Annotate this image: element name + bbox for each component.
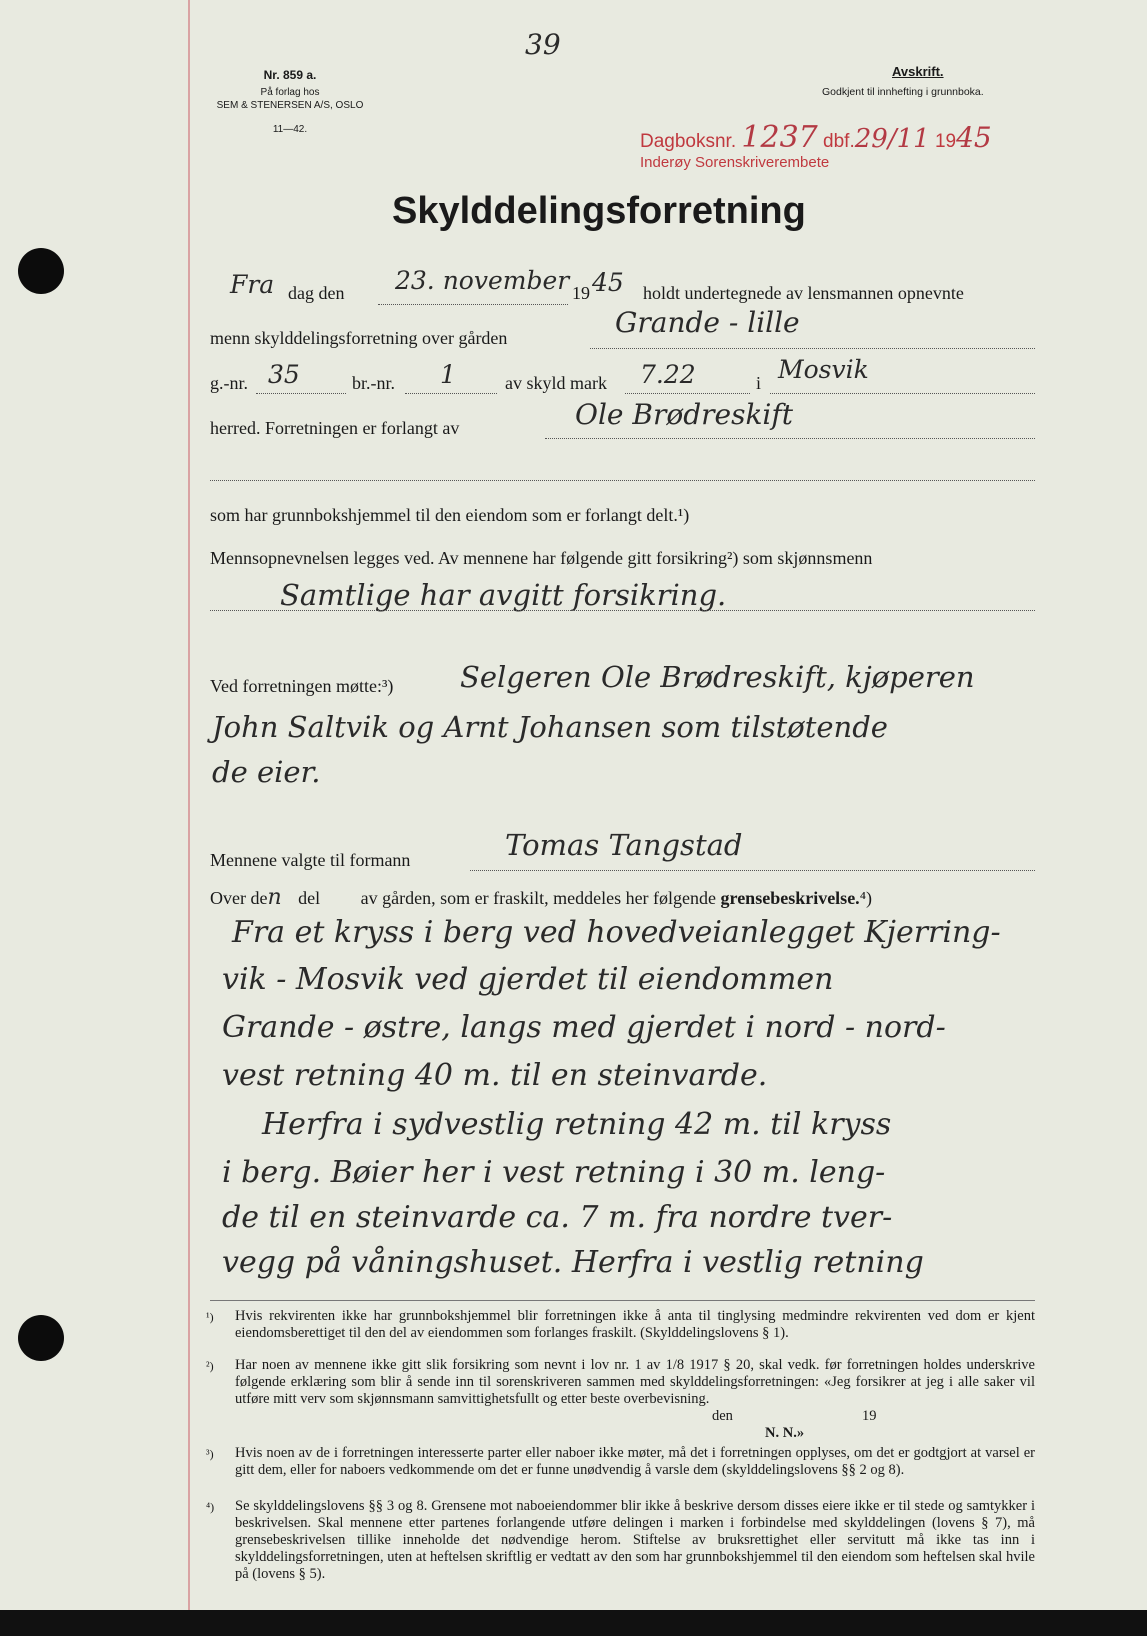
hw-intro: Fra bbox=[230, 270, 275, 299]
hw-farm: Grande - lille bbox=[615, 306, 800, 339]
footnote-1: Hvis rekvirenten ikke har grunnbokshjemmel blir forretningen ikke å anta til tinglysing medmindre rekvirenten ved dom er kjent eiendomsberettiget til den del av eiendommen som forlanges fraskilt. (Skylddelingslovens § 1). bbox=[235, 1308, 1035, 1341]
line1-year-prefix: 19 bbox=[572, 283, 590, 303]
publisher-line2: SEM & STENERSEN A/S, OSLO bbox=[216, 100, 364, 111]
hw-grense-7: vegg på våningshuset. Herfra i vestlig retning bbox=[222, 1245, 924, 1280]
dagbok-stamp-line1 bbox=[640, 120, 992, 155]
hw-herred: Mosvik bbox=[778, 355, 869, 384]
hw-grense-5: i berg. Bøier her i vest retning i 30 m. leng- bbox=[222, 1155, 886, 1190]
over-prefix: Over de bbox=[210, 888, 268, 908]
footnote-3-num: ³) bbox=[206, 1447, 214, 1461]
brnr-label: br.-nr. bbox=[352, 373, 395, 393]
hw-grense-0: Fra et kryss i berg ved hovedveianlegget Kjerring- bbox=[232, 915, 1001, 950]
line2-prefix: menn skylddelingsforretning over gården bbox=[210, 328, 508, 348]
stamp-year-prefix: 19 bbox=[934, 131, 957, 152]
hw-year: 45 bbox=[592, 268, 624, 297]
hw-requester: Ole Brødreskift bbox=[575, 398, 793, 431]
hw-grense-6: de til en steinvarde ca. 7 m. fra nordre tver- bbox=[222, 1200, 893, 1235]
skyld-dots bbox=[625, 393, 750, 394]
punch-hole-bottom bbox=[18, 1315, 64, 1361]
hw-brnr: 1 bbox=[440, 360, 456, 389]
footnote-2-den: den bbox=[712, 1408, 733, 1424]
avskrift-title: Avskrift. bbox=[892, 64, 944, 79]
footnote-3: Hvis noen av de i forretningen interesserte parter eller naboer ikke møter, må det i forretningen opplyses, om det er godtgjort at varsel er gitt dem, eller for naboers vedkommende om det er funne unødvendig å varsle dem (skylddelingslovens §§ 2 og 8). bbox=[235, 1445, 1035, 1478]
mote-label: Ved forretningen møtte:³) bbox=[210, 676, 394, 696]
hw-grense-3: vest retning 40 m. til en steinvarde. bbox=[222, 1058, 768, 1093]
stamp-date: 29/11 bbox=[854, 124, 930, 154]
hw-mote-3: de eier. bbox=[212, 755, 321, 789]
footnote-rule bbox=[210, 1300, 1035, 1301]
page-number: 39 bbox=[525, 28, 561, 61]
hw-grense-2: Grande - østre, langs med gjerdet i nord - nord- bbox=[222, 1010, 946, 1045]
hw-formann: Tomas Tangstad bbox=[505, 828, 743, 862]
over-note: ⁴) bbox=[859, 888, 872, 908]
line1-date-dots bbox=[378, 304, 568, 305]
footnote-1-num: ¹) bbox=[206, 1310, 214, 1324]
punch-hole-top bbox=[18, 248, 64, 294]
over-suffix: av gården, som er fraskilt, meddeles her følgende bbox=[360, 888, 717, 908]
margin-line bbox=[188, 0, 190, 1610]
formann-dots bbox=[470, 870, 1035, 871]
form-date-code: 11—42. bbox=[272, 124, 308, 135]
footnote-2-nn: N. N.» bbox=[765, 1425, 805, 1441]
stamp-label: Dagboksnr. bbox=[640, 131, 737, 152]
forsikring-dots bbox=[210, 610, 1035, 611]
hw-gnr: 35 bbox=[268, 360, 300, 389]
footnote-2: Har noen av mennene ikke gitt slik forsikring som nevnt i lov nr. 1 av 1/8 1917 § 20, skal vedk. før forretningen holdes underskrive følgende erklæring som blir å sende inn til sorenskriveren sammen med skylddelingsforretningen: «Jeg forsikrer at jeg i alle saker vil utføre mitt verv som skjønnsmann samvittighetsfullt og etter beste overbevisning. bbox=[235, 1357, 1035, 1407]
herred-dots bbox=[770, 393, 1035, 394]
line7: Mennsopnevnelsen legges ved. Av mennene har følgende gitt forsikring²) som skjønnsmenn bbox=[210, 548, 873, 568]
avskrift-subtitle: Godkjent til innhefting i grunnboka. bbox=[822, 86, 984, 98]
hw-grense-1: vik - Mosvik ved gjerdet til eiendommen bbox=[222, 962, 834, 997]
hw-date: 23. november bbox=[395, 266, 570, 295]
hw-forsikring: Samtlige har avgitt forsikring. bbox=[280, 578, 727, 612]
document-title: Skylddelingsforretning bbox=[392, 190, 806, 232]
stamp-year: 45 bbox=[956, 121, 992, 154]
over-bold: grensebeskrivelse. bbox=[720, 888, 860, 908]
line1-prefix: dag den bbox=[288, 283, 345, 303]
hw-grense-4: Herfra i sydvestlig retning 42 m. til kryss bbox=[262, 1107, 892, 1142]
hw-skyld: 7.22 bbox=[640, 360, 696, 389]
scan-border bbox=[0, 1610, 1147, 1636]
footnote-2-year: 19 bbox=[862, 1408, 877, 1424]
over-del: del bbox=[298, 888, 321, 908]
line2-dots bbox=[590, 348, 1035, 349]
publisher-line1: På forlag hos bbox=[260, 87, 320, 98]
hw-mote-2: John Saltvik og Arnt Johansen som tilstøtende bbox=[212, 710, 888, 744]
line4-prefix: herred. Forretningen er forlangt av bbox=[210, 418, 460, 438]
line4-dots bbox=[545, 438, 1035, 439]
over-line bbox=[210, 885, 872, 910]
footnote-2-num: ²) bbox=[206, 1359, 214, 1373]
dagbok-stamp-line2: Inderøy Sorenskriverembete bbox=[640, 154, 830, 171]
brnr-dots bbox=[405, 393, 497, 394]
line1-suffix: holdt undertegnede av lensmannen opnevnte bbox=[643, 283, 964, 303]
hw-mote-1: Selgeren Ole Brødreskift, kjøperen bbox=[460, 660, 975, 694]
footnote-4: Se skylddelingslovens §§ 3 og 8. Grensene mot naboeiendommer blir ikke å beskrive dersom disses eiere ikke er til stede og samtykker i beskrivelsen. Skal mennene etter partenes forlangende utføre delingen i marken i forbindelse med skylddelingen (lovens § 7), må grensebeskrivelsen tillike inneholde det nødvendige herom. Stiftelse av bruksrettighet eller servitutt må ikke tas inn i skylddelingsforretningen, uten at heftelsen skriftlig er vedtatt av den som har grunnbokshjemmel til den eiendom som heftelsen skal hvile på (lovens § 5). bbox=[235, 1498, 1035, 1582]
over-hw: n bbox=[267, 885, 282, 910]
gnr-label: g.-nr. bbox=[210, 373, 248, 393]
formann-label: Mennene valgte til formann bbox=[210, 850, 411, 870]
form-number: Nr. 859 a. bbox=[263, 68, 317, 82]
line6: som har grunnbokshjemmel til den eiendom som er forlangt delt.¹) bbox=[210, 505, 690, 525]
i-label: i bbox=[756, 373, 762, 393]
gnr-dots bbox=[256, 393, 346, 394]
stamp-date-label: dbf. bbox=[823, 131, 855, 152]
stamp-number: 1237 bbox=[741, 120, 818, 155]
line5-dots bbox=[210, 480, 1035, 481]
skyld-label: av skyld mark bbox=[505, 373, 607, 393]
footnote-4-num: ⁴) bbox=[206, 1500, 215, 1514]
